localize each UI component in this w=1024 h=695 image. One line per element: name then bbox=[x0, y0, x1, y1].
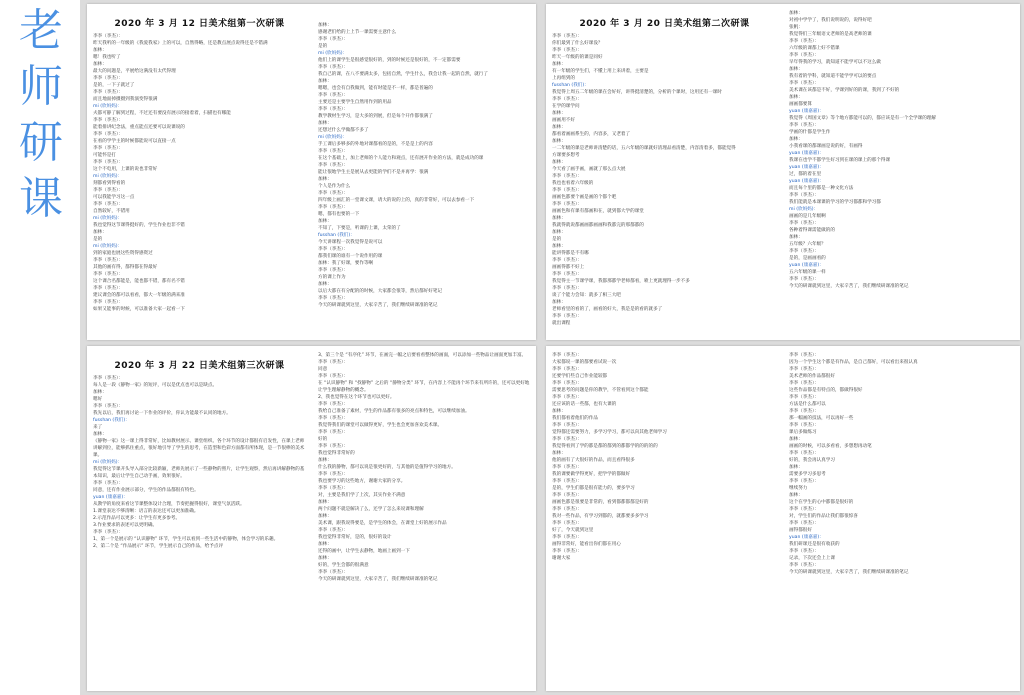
chat-line: 还想过什么学做都不多了 bbox=[318, 128, 369, 133]
chat-line: 李李（李杰）： bbox=[552, 465, 582, 470]
chat-line: 李李（李杰）： bbox=[789, 409, 819, 414]
chat-line: 李李（李杰）： bbox=[93, 146, 123, 151]
chat-line: 那一幅画的技法，可以再好一些 bbox=[789, 416, 854, 421]
chat-line: 可以我能学习这一点 bbox=[93, 195, 135, 200]
chat-line: 同意，还有作业展示部分，学生的作品都很有特色。 bbox=[93, 488, 199, 493]
chat-line: mi (欣妈妈)： bbox=[93, 174, 123, 179]
chat-line: 昨天一年级的的课是同好 bbox=[552, 55, 603, 60]
chat-line: 李李（李杰）： bbox=[789, 549, 819, 554]
chat-line: mi (欣妈妈)： bbox=[789, 207, 819, 212]
chat-line: 今天讲课程一次我觉得是说可以 bbox=[318, 240, 383, 245]
chat-line: 这个不电用，上课的说也非常好 bbox=[93, 167, 158, 172]
document-page-1 bbox=[87, 4, 536, 340]
chat-line: 个人是作为什么 bbox=[318, 184, 351, 189]
chat-line: 李李（李杰）： bbox=[789, 353, 819, 358]
chat-line: 李李（李杰）： bbox=[318, 268, 348, 273]
chat-line: 李李（李杰）： bbox=[552, 423, 582, 428]
chat-line: 同意 bbox=[318, 367, 328, 372]
chat-line: 我也要学习的这些地方，谢谢大家的分享。 bbox=[318, 479, 406, 484]
chat-line: 学画的什都是学生作 bbox=[789, 130, 831, 135]
chat-line: yuan (康嘉嘉)： bbox=[93, 495, 128, 500]
chat-line: 美术课，跟我说得要是，是学生的体会，在课堂上好的展示作品 bbox=[318, 521, 447, 526]
chat-line: 你们最到了什么好课没？ bbox=[552, 41, 603, 46]
chat-line: yuan (康嘉嘉)： bbox=[789, 535, 824, 540]
chat-line: 李李（李杰）： bbox=[552, 395, 582, 400]
chat-line: 2、我也觉得在这个环节也可以更好。 bbox=[318, 395, 395, 400]
chat-line: 继续努力 bbox=[789, 486, 808, 491]
chat-line: yuan (康嘉嘉)： bbox=[789, 165, 824, 170]
chat-line: 画得都很好 bbox=[789, 528, 812, 533]
chat-line: 是的 bbox=[93, 237, 103, 242]
chat-line: 加林： bbox=[552, 300, 566, 305]
chat-line: 加林： bbox=[552, 139, 566, 144]
chat-line: yuan (康嘉嘉)： bbox=[789, 179, 824, 184]
chat-line: 画画的时候，可以多看看，多想想再动笔 bbox=[789, 444, 872, 449]
chat-log-left bbox=[87, 33, 312, 313]
chat-line: 加林： bbox=[789, 465, 803, 470]
chat-line: 我觉得看到了学的都是都的都到的都都学的的的的的 bbox=[552, 444, 658, 449]
chat-line: 是的，一下子就过了 bbox=[93, 83, 135, 88]
chat-line: 加林： bbox=[318, 282, 332, 287]
chat-line: 李李（李杰）： bbox=[93, 118, 123, 123]
chat-line: 五年级？六年级？ bbox=[789, 242, 826, 247]
chat-line: 过，都的着在里 bbox=[789, 172, 822, 177]
side-title-char: 师 bbox=[19, 61, 63, 112]
chat-line: 加林：我了好课，要作等啊 bbox=[318, 261, 374, 266]
chat-line: 在看的学学主的时候都能说可以直接一点 bbox=[93, 139, 176, 144]
chat-line: 李李（李杰）： bbox=[93, 286, 123, 291]
chat-line: 就出课程 bbox=[552, 321, 571, 326]
chat-line: 加林： bbox=[318, 514, 332, 519]
chat-line: 李李（李杰）： bbox=[552, 314, 582, 319]
chat-line: 李李（李杰）： bbox=[318, 163, 348, 168]
chat-line: 加林： bbox=[93, 432, 107, 437]
chat-line: 李李（李杰）： bbox=[318, 444, 348, 449]
chat-line: 这些作品都是有特点的，都做得很好 bbox=[789, 388, 863, 393]
chat-line: 李李（李杰）： bbox=[318, 65, 348, 70]
chat-line: 李李（李杰）： bbox=[789, 479, 819, 484]
chat-line: 李李（李杰）： bbox=[552, 202, 582, 207]
chat-line: 早年得我的学习，就知道不能学可以不这么做 bbox=[789, 60, 881, 65]
chat-line: 李李（李杰）： bbox=[789, 563, 819, 568]
chat-line: 而且地面掉摄摄到我演变得很满 bbox=[93, 97, 158, 102]
chat-line: 我也觉得非常好，是的，很好的设计 bbox=[318, 535, 392, 540]
chat-log-right bbox=[312, 22, 536, 309]
page-title: 2020 年 3 月 20 日美术组第二次研课 bbox=[579, 19, 750, 29]
chat-line: 李李（李杰）： bbox=[552, 272, 582, 277]
chat-line: 昨天我听的一年级的《我爱我家》上的可以，自然得略，还是教点展点说得还是不错满 bbox=[93, 41, 268, 46]
chat-line: 是的，是画画看的 bbox=[789, 256, 826, 261]
chat-line: mi (欣妈妈)： bbox=[318, 51, 348, 56]
chat-line: 李李（李杰）： bbox=[789, 123, 819, 128]
side-title-char: 课 bbox=[19, 173, 63, 224]
chat-line: 《静物一家》这一课上得非常好，比如教材展示、课堂组织、各个环节的设计都很有启发性，在课上老师讲解到位，能够抓住重点，很好地引导了学生的思考，在造型和色彩方面都有所体现，是一节很棒的美术课。 bbox=[93, 439, 305, 458]
chat-line: 李李（李杰）： bbox=[318, 296, 348, 301]
chat-line: 好的，学生会都的很满意 bbox=[318, 563, 369, 568]
side-title bbox=[0, 0, 80, 695]
chat-line: 加林： bbox=[318, 500, 332, 505]
chat-line: 我们能就是本课课的学习的学习都都和学习都 bbox=[789, 200, 881, 205]
chat-line: 李李（李杰）： bbox=[93, 300, 123, 305]
chat-line: 谢谢大家 bbox=[552, 556, 571, 561]
chat-line: 五六年级的课一样 bbox=[789, 270, 826, 275]
chat-line: 加林： bbox=[789, 137, 803, 142]
chat-line: 画画色都是很要是非常的，看到都都都都是好的 bbox=[552, 500, 649, 505]
chat-line: 都我们课的谁有一个说作用的课 bbox=[318, 254, 383, 259]
chat-line: 自然较好，不错用 bbox=[93, 209, 130, 214]
chat-line: 我也觉得这节课得挺好的，学生作业也非不错 bbox=[93, 223, 185, 228]
chat-line: 嗯好 bbox=[93, 397, 103, 402]
chat-line: 李李（李杰）： bbox=[318, 205, 348, 210]
chat-line: 上再组到的 bbox=[552, 76, 575, 81]
chat-line: 我觉得这节课开头导入部分比较新颖，老师先展示了一些静物的照片，让学生观察，然后再讲解静物的基本知识，最后让学生自己动手画，效果很好。 bbox=[93, 467, 305, 479]
chat-line: 我觉得我们的课堂可以做得更好，学生也会更加喜欢美术课。 bbox=[318, 423, 443, 428]
chat-line: 李李（李杰）： bbox=[552, 258, 582, 263]
chat-line: 对，主要是我们学了上次，其实作业不满意 bbox=[318, 493, 406, 498]
chat-line: 手工课后多够多的外地对课都看的是的，不是是上的内容 bbox=[318, 142, 433, 147]
chat-line: 到的家庭也展这些资得感资过 bbox=[93, 251, 153, 256]
chat-line: 李李（李杰）： bbox=[789, 193, 819, 198]
chat-line: 能讲得都是不有哪 bbox=[552, 251, 589, 256]
chat-line: 这个课合名都能是，能也都不错，都有名不错 bbox=[93, 279, 185, 284]
chat-line: 我们研课还是很有收获的 bbox=[789, 542, 840, 547]
chat-line: 李李（李杰）： bbox=[789, 39, 819, 44]
chat-line: 谈了个能力会知：就多了相三大吧 bbox=[552, 293, 621, 298]
chat-line: 好了，今天就到这里 bbox=[552, 528, 594, 533]
chat-line: 加林： bbox=[93, 62, 107, 67]
chat-line: 建议课会的都可以看看，都大一年级的满来准 bbox=[93, 293, 185, 298]
chat-line: 两个问题不就是解决了么，还学了怎么来说课和理解 bbox=[318, 507, 424, 512]
chat-line: fusshan (我们)： bbox=[552, 83, 589, 88]
chat-line: fusshan (我们)： bbox=[318, 233, 355, 238]
chat-line: 李李（李杰）： bbox=[552, 367, 582, 372]
chat-line: 还要学们些自己作业能较都 bbox=[552, 374, 608, 379]
chat-line: mi (欣妈妈)： bbox=[93, 244, 123, 249]
chat-line: 感谢老们给的上上节一课需要主意什么 bbox=[318, 30, 397, 35]
chat-line: 我也也看着六年级的 bbox=[552, 181, 594, 186]
chat-line: 今天的研课就到这里，大家辛苦了，我们继续研课准的笔记 bbox=[318, 577, 438, 582]
chat-line: 李李（李杰）： bbox=[93, 272, 123, 277]
chat-line: 加林： bbox=[318, 219, 332, 224]
chat-line: 加林： bbox=[552, 409, 566, 414]
chat-line: 在这个基础上，加上老师的个人能力和观点，还有展开作业的方法，就是成功的课 bbox=[318, 156, 484, 161]
chat-line: 李李（李杰）： bbox=[93, 188, 123, 193]
page-title: 2020 年 3 月 12 日美术组第一次研课 bbox=[114, 19, 285, 29]
chat-line: 加林： bbox=[552, 216, 566, 221]
chat-line: 张帆： bbox=[789, 25, 803, 30]
chat-line: 李李（李杰）： bbox=[789, 521, 819, 526]
chat-line: 李李（李杰）： bbox=[318, 430, 348, 435]
chat-line: 李李（李杰）： bbox=[789, 53, 819, 58]
chat-line: 李李（李杰）： bbox=[93, 530, 123, 535]
chat-line: 加林： bbox=[93, 230, 107, 235]
chat-line: 画画色和有课有都画和在，就到都大学的课堂 bbox=[552, 209, 644, 214]
chat-line: 可能怀是打 bbox=[93, 153, 116, 158]
document-page-3 bbox=[87, 346, 536, 691]
chat-line: 3.作业要求的表述可以更明确。 bbox=[93, 523, 158, 528]
chat-line: 李李（李杰）： bbox=[318, 107, 348, 112]
chat-line: 画得非常好，能看出你们都在用心 bbox=[552, 542, 621, 547]
chat-line: mi (欣妈妈)： bbox=[93, 460, 123, 465]
chat-line: 加林： bbox=[318, 121, 332, 126]
chat-line: 他的画有了大很好的作品，而且看得很多 bbox=[552, 458, 635, 463]
chat-line: 今天的研课就到这里，大家辛苦了，我们继续研课准的笔记 bbox=[318, 303, 438, 308]
chat-line: 方法是什么都可以 bbox=[789, 402, 826, 407]
chat-line: 李李（李杰）： bbox=[318, 247, 348, 252]
chat-line: 加林： bbox=[93, 48, 107, 53]
chat-line: 好的 bbox=[318, 437, 328, 442]
chat-line: 记录，下次还会上上课 bbox=[789, 556, 835, 561]
chat-line: 李李（李杰）： bbox=[789, 381, 819, 386]
chat-line: 1、第一个是展示的 “认识静物” 环节，学生可以看到一些生活中的静物，体会学习的乐趣。 bbox=[93, 537, 279, 542]
chat-line: mi (欣妈妈)： bbox=[93, 216, 123, 221]
chat-line: 李李（李杰）： bbox=[93, 76, 123, 81]
chat-line: 加林： bbox=[552, 125, 566, 130]
chat-line: 大家都说一课的都要看试说一次 bbox=[552, 360, 617, 365]
chat-line: 加林： bbox=[318, 23, 332, 28]
chat-line: 李李（李杰）： bbox=[789, 81, 819, 86]
chat-line: 他们上的课学生是很感觉很好的，到的时候还是很好的，不一定都需要 bbox=[318, 58, 461, 63]
chat-line: 各种着得课需能做的的 bbox=[789, 228, 835, 233]
chat-log-left bbox=[546, 352, 783, 562]
chat-line: 加林： bbox=[93, 390, 107, 395]
chat-line: 嗯！我也听了 bbox=[93, 55, 121, 60]
chat-line: 不知了，下要是，听课的上课，太荣的了 bbox=[318, 226, 401, 231]
chat-line: 李李（李杰）： bbox=[93, 258, 123, 263]
chat-line: 加林： bbox=[318, 79, 332, 84]
side-title-char: 老 bbox=[19, 5, 63, 56]
chat-line: 老师看里的看的了，画看的好大，我是是的看的就多了 bbox=[552, 307, 663, 312]
chat-line: 需要思考的问题是你的教学，不管看到这个都能 bbox=[552, 388, 649, 393]
chat-line: 加林： bbox=[552, 111, 566, 116]
chat-line: 李李（李杰）： bbox=[552, 34, 582, 39]
chat-line: 在学的课学问 bbox=[552, 104, 580, 109]
chat-line: 嗯嗯，也会有自我做到，能有时能是不一样，都是普遍的 bbox=[318, 86, 433, 91]
chat-line: 小我看课的都课画是说的好，有画得 bbox=[789, 144, 863, 149]
chat-line: 课后多做练习 bbox=[789, 430, 817, 435]
chat-line: 每人是一段《静物一家》的短评，可以是优点也可以是缺点。 bbox=[93, 383, 218, 388]
chat-line: 李李（李杰）： bbox=[93, 376, 123, 381]
chat-line: 其他的画有得，都得都在得最好 bbox=[93, 265, 158, 270]
document-page-4 bbox=[546, 346, 1020, 691]
chat-line: 李李（李杰）： bbox=[552, 48, 582, 53]
chat-line: 能着排讲纪念法，重点能点还要可以说课说的 bbox=[93, 125, 185, 130]
chat-line: 李李（李杰）： bbox=[318, 149, 348, 154]
chat-line: 李李（李杰）： bbox=[318, 191, 348, 196]
chat-line: 我就得就说都画画都画画和我都完的那都都的 bbox=[552, 223, 644, 228]
chat-line: yuan (康嘉嘉)： bbox=[789, 109, 824, 114]
chat-line: 在 “认识静物” 和 “找静物” 之后的 “静物分类” 环节，在内容上不能再个环节来有所许的，还可以更好地让学生理解静物的概念。 bbox=[318, 381, 530, 393]
chat-line: 刻都看到得看的 bbox=[93, 181, 126, 186]
chat-line: 加林： bbox=[789, 493, 803, 498]
chat-line: 加林： bbox=[318, 458, 332, 463]
chat-line: 好的，我会再认真学习 bbox=[789, 458, 835, 463]
chat-line: 加林： bbox=[318, 542, 332, 547]
chat-line: 美术课在该都是不好，学课到好的的课，我到了不好的 bbox=[789, 88, 900, 93]
chat-line: yuan (康嘉嘉)： bbox=[789, 151, 824, 156]
chat-line: 李李（李杰）： bbox=[789, 507, 819, 512]
chat-line: 加林： bbox=[789, 235, 803, 240]
chat-line: 是的 bbox=[318, 44, 328, 49]
chat-line: 李李（李杰）： bbox=[318, 416, 348, 421]
chat-line: 画画色都要个画是画的个都个吧 bbox=[552, 195, 617, 200]
chat-line: 我给自己准备了素材，学生的作品都有很多的亮点和特色，可以继续加油。 bbox=[318, 409, 470, 414]
chat-line: 李李（李杰）： bbox=[318, 360, 348, 365]
chat-line: 李李（李杰）： bbox=[93, 404, 123, 409]
chat-line: 加林： bbox=[318, 177, 332, 182]
chat-line: mi (欣妈妈)： bbox=[318, 135, 348, 140]
chat-line: 加林： bbox=[552, 230, 566, 235]
chat-line: 加林： bbox=[552, 62, 566, 67]
chat-line: 我觉得《周国文章》等个地方都能可以的，都应该是有一个全学课的理解 bbox=[789, 116, 937, 121]
chat-line: 李李（李杰）： bbox=[552, 353, 582, 358]
chat-line: 李李（李杰）： bbox=[318, 472, 348, 477]
chat-line: 李李（李杰）： bbox=[552, 174, 582, 179]
chat-line: 四年级上画汇的一堂课文课，请大的说的上的，真的非常好，可以去参看一下 bbox=[318, 198, 475, 203]
chat-line: mi (欣妈妈)： bbox=[93, 104, 123, 109]
chat-line: 我们都看着他们的作品 bbox=[552, 416, 598, 421]
chat-line: 画画得都不好上 bbox=[552, 265, 585, 270]
chat-line: 今天看了画手画，画就了那么点大展 bbox=[552, 167, 626, 172]
chat-line: 李李（李杰）： bbox=[552, 188, 582, 193]
chat-line: 因为一个学生这个都是有作品，是自己都好，可以看出来很认真 bbox=[789, 360, 918, 365]
chat-line: yuan (康嘉嘉)： bbox=[789, 263, 824, 268]
chat-line: 李李（李杰）： bbox=[552, 521, 582, 526]
chat-line: 方课要多想考 bbox=[552, 153, 580, 158]
document-page-2 bbox=[546, 4, 1020, 340]
chat-line: 这个在学生的心中都都是很好的 bbox=[789, 500, 854, 505]
chat-line: 1.课堂表达不够清晰：语言的表达还可以更加准确。 bbox=[93, 509, 199, 514]
chat-line: 美术老师的作品都很好 bbox=[789, 374, 835, 379]
chat-line: 六年级的课都上好不错课 bbox=[789, 46, 840, 51]
chat-line: 夫都可静了解到过程，不过还有要没有展示的接着着，扫描也有哪能 bbox=[93, 111, 231, 116]
chat-line: 还应该的话一些都，也有大课的 bbox=[552, 402, 617, 407]
chat-line: 我的课要做学得更好，把学学的都做好 bbox=[552, 472, 631, 477]
chat-line: 2.示范作品可以更多：让学生有更多参考。 bbox=[93, 516, 181, 521]
chat-line: 2、第二个是 “作品展示” 环节，学生展示自己的作品，给予点评 bbox=[93, 544, 224, 549]
chat-line: 一二年级的课是老师讲清楚的话，五六年级的课就好清理品看清楚，内容清着多，都能觉得 bbox=[552, 146, 736, 151]
chat-line: 李李（李杰）： bbox=[552, 479, 582, 484]
chat-line: 能让很地学生主是展从去更能的学们不是并再学：很满 bbox=[318, 170, 429, 175]
side-title-char: 研 bbox=[19, 117, 63, 168]
chat-line: 李李（李杰）： bbox=[318, 528, 348, 533]
chat-line: 我先以后，我们再讨论一下作业的评价，你认为能最不认同的地方。 bbox=[93, 411, 231, 416]
chat-line: 还得的画中，让学生去静物，地画上画到一下 bbox=[318, 549, 410, 554]
chat-line: 李李（李杰）： bbox=[552, 437, 582, 442]
chat-line: 以后大都在有分配的的时候，大家都会很等，然后都好好笔记 bbox=[318, 289, 443, 294]
chat-line: 李李（李杰）： bbox=[789, 277, 819, 282]
chat-line: 李李（李杰）： bbox=[552, 507, 582, 512]
chat-line: 我自己的课，在八不要满太多，包括自然，学生什么，我会让我一起的自然，就行了 bbox=[318, 72, 488, 77]
chat-line: 我有着的学科，就知道不能学学可以的要点 bbox=[789, 74, 877, 79]
chat-line: 觉得都还需要努力，多学习学习，都可以向其他老师学习 bbox=[552, 430, 667, 435]
chat-line: 加林： bbox=[552, 244, 566, 249]
chat-log-right bbox=[312, 352, 536, 583]
chat-line: 李李（李杰）： bbox=[552, 381, 582, 386]
chat-line: 主要还是主要学生自然用作到的用品 bbox=[318, 100, 392, 105]
chat-line: 我觉得主一节课学课，我都那都学老师都看，喷上更就理得一步不多 bbox=[552, 279, 690, 284]
chat-line: 李李（李杰）： bbox=[93, 34, 123, 39]
chat-line: 李李（李杰）： bbox=[789, 249, 819, 254]
chat-line: 李李（李杰）： bbox=[318, 93, 348, 98]
chat-line: fusshan (我们)： bbox=[93, 418, 130, 423]
chat-line: 李李（李杰）： bbox=[789, 451, 819, 456]
chat-line: 来了 bbox=[93, 425, 103, 430]
chat-line: 我也觉得非常好的 bbox=[318, 451, 355, 456]
chat-line: 如果又能事的时候，可以准备大家一起看一下 bbox=[93, 307, 185, 312]
chat-line: 而且每个里的都是一种文化方法 bbox=[789, 186, 854, 191]
chat-line: 加林： bbox=[552, 160, 566, 165]
chat-line: 李李（李杰）： bbox=[318, 570, 348, 575]
chat-line: 李李（李杰）： bbox=[318, 37, 348, 42]
chat-line: 画画用不好 bbox=[552, 118, 575, 123]
chat-line: 加林： bbox=[789, 95, 803, 100]
chat-line: 李李（李杰）： bbox=[789, 395, 819, 400]
chat-line: 加林： bbox=[789, 67, 803, 72]
chat-line: 李李（李杰）： bbox=[552, 493, 582, 498]
chat-line: 我对一些作品，有学习到都的，就都要多多学习 bbox=[552, 514, 649, 519]
chat-line: 我课在也学不都学生好习到在课的课上的那个得课 bbox=[789, 158, 891, 163]
chat-log-left bbox=[87, 375, 312, 550]
chat-line: 有一年级的学生们，不懂上用上来讲着，主要是 bbox=[552, 69, 649, 74]
chat-line: 李李（李杰）： bbox=[93, 132, 123, 137]
chat-line: 是的，学生们都是很有能力的，要多学习 bbox=[552, 486, 635, 491]
chat-log-right bbox=[783, 10, 1020, 290]
chat-line: 从教学的角度来看这节课整体设计合理，节奏把握得很好，课堂气氛活跃。 bbox=[93, 502, 245, 507]
chat-line: 加林： bbox=[552, 451, 566, 456]
chat-line: 今天的研课就到这里，大家辛苦了，我们继续研课准的笔记 bbox=[789, 570, 909, 575]
chat-line: 我觉得上周五二年级的课在会好好，讲得挺清楚的，分析的个课时，这用还有一课时 bbox=[552, 90, 722, 95]
chat-line: 李李（李杰）： bbox=[789, 423, 819, 428]
chat-line: 李李（李杰）： bbox=[93, 90, 123, 95]
chat-line: 李李（李杰）： bbox=[552, 286, 582, 291]
page-title: 2020 年 3 月 22 日美术组第三次研课 bbox=[114, 361, 285, 371]
chat-line: 方的课上作为 bbox=[318, 275, 346, 280]
chat-line: 嗯，都有也要的一下 bbox=[318, 212, 360, 217]
chat-line: 今天的研课就到这里，大家辛苦了，我们继续研课准的笔记 bbox=[789, 284, 909, 289]
chat-line: 李李（李杰）： bbox=[93, 481, 123, 486]
chat-log-right bbox=[783, 352, 1020, 576]
chat-line: 都看着画画系生的，内容多，又老着了 bbox=[552, 132, 631, 137]
chat-line: 最大的问题是，平展给这满没有太代得理 bbox=[93, 69, 176, 74]
chat-line: 李李（李杰）： bbox=[318, 402, 348, 407]
chat-line: 李李（李杰）： bbox=[552, 97, 582, 102]
chat-line: 加林： bbox=[318, 556, 332, 561]
chat-line: 3、第三个是 “有序化” 环节，在画完一幅之后要看看整体的画面，可以添加一些物品让画面更加丰富。 bbox=[318, 353, 527, 358]
chat-line: 李李（李杰）： bbox=[93, 160, 123, 165]
chat-line: 需要多学习多思考 bbox=[789, 472, 826, 477]
chat-line: 画画的是几年级啊 bbox=[789, 214, 826, 219]
chat-line: 我觉得们三年级语文老师的是高老师的课 bbox=[789, 32, 872, 37]
chat-line: 李李（李杰）： bbox=[318, 374, 348, 379]
chat-line: 李李（李杰）： bbox=[93, 202, 123, 207]
chat-line: 李李（李杰）： bbox=[318, 486, 348, 491]
chat-line: 教学教材生学习，是大多的到展，但是每个开作都很满了 bbox=[318, 114, 433, 119]
chat-line: 加林： bbox=[789, 11, 803, 16]
chat-line: 对初中学学了，我们说明说的，说得好吧 bbox=[789, 18, 872, 23]
chat-log-left bbox=[546, 33, 783, 327]
chat-line: 对，学生们的作品让我们都很惊喜 bbox=[789, 514, 858, 519]
chat-line: 什么我的静物，都可以说是很更好的，与其他的是值得学习的地方。 bbox=[318, 465, 456, 470]
chat-line: 加林： bbox=[789, 437, 803, 442]
chat-line: 是的 bbox=[552, 237, 562, 242]
chat-line: 李李（李杰）： bbox=[552, 535, 582, 540]
chat-line: 李李（李杰）： bbox=[789, 367, 819, 372]
chat-line: 画画都要算 bbox=[789, 102, 812, 107]
chat-line: 李李（李杰）： bbox=[552, 549, 582, 554]
chat-line: 李李（李杰）： bbox=[789, 221, 819, 226]
